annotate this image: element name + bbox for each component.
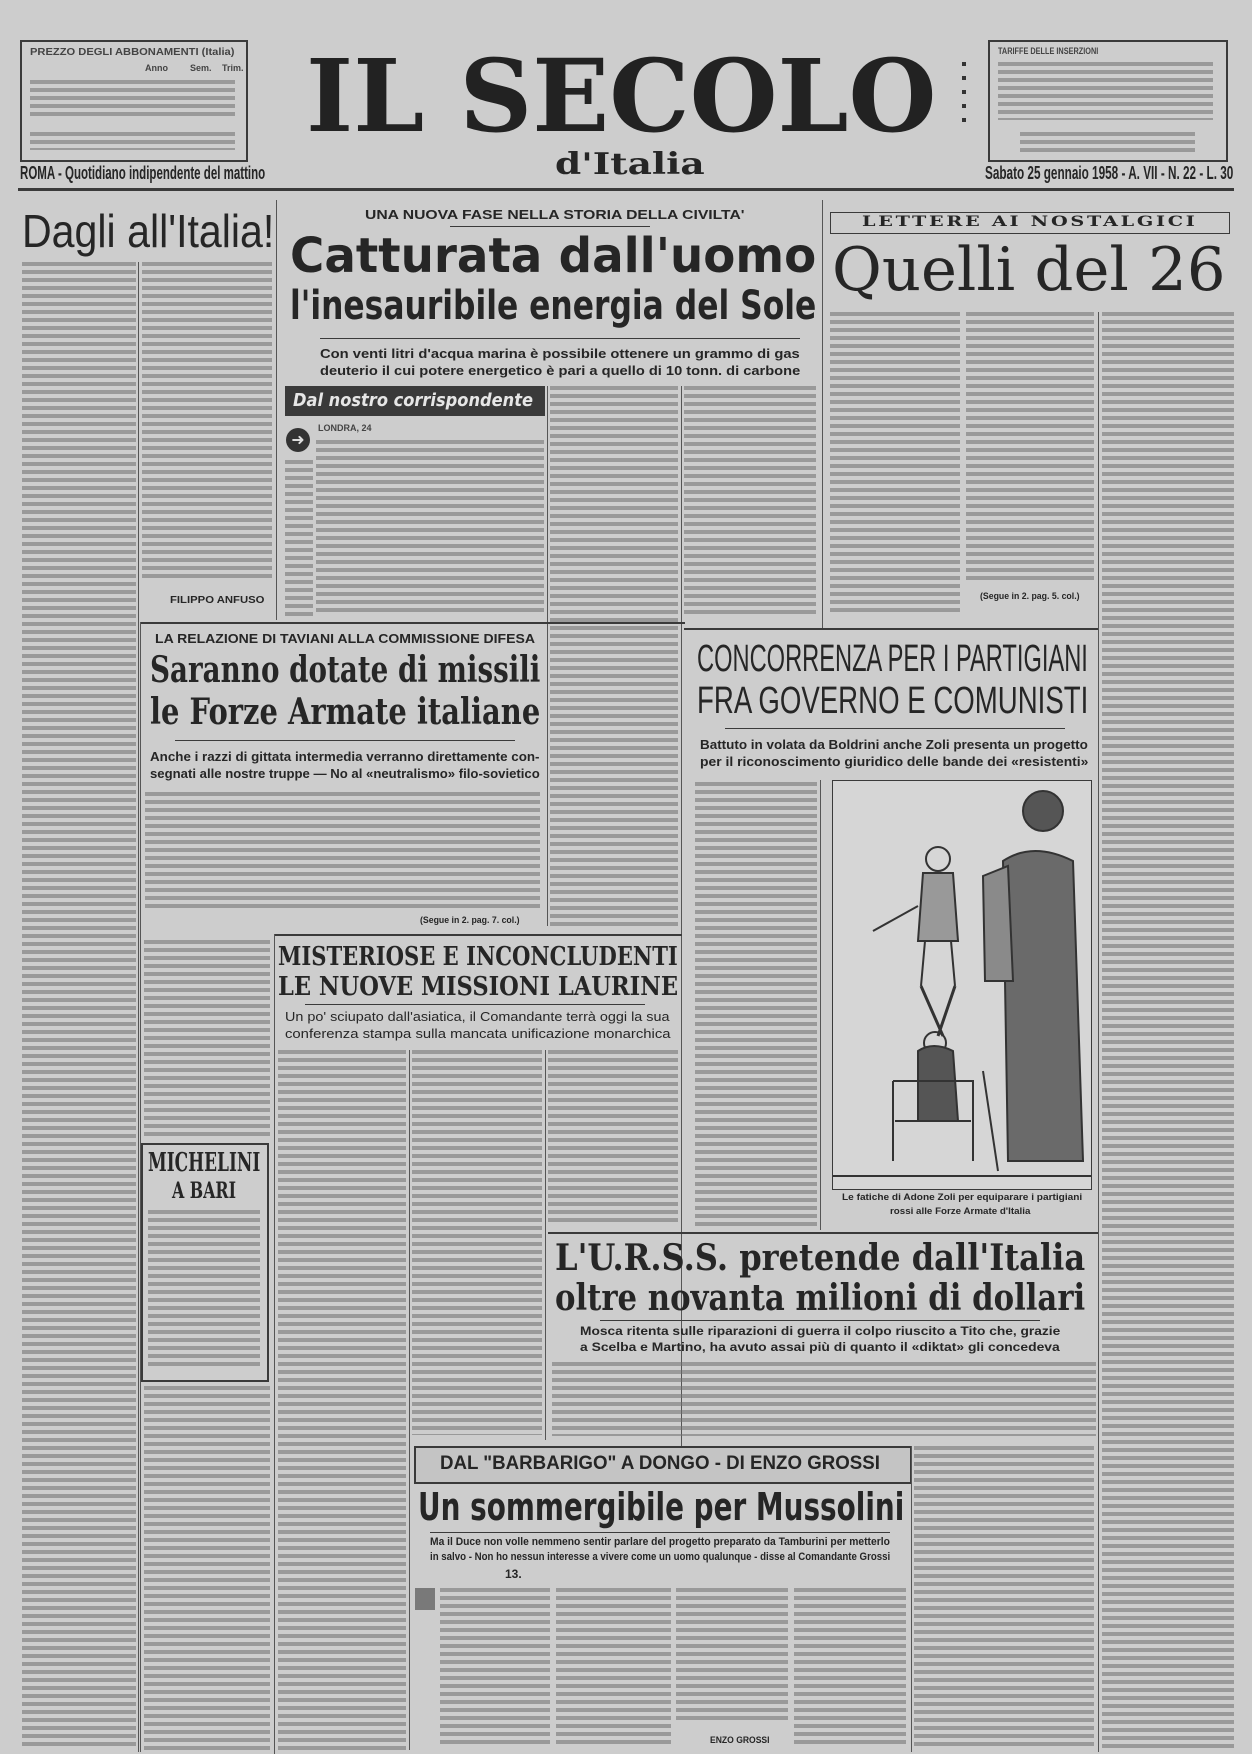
michelini-body [148,1210,260,1370]
section-rule [684,628,1098,630]
ads-note [1020,132,1195,154]
lauro-deck-2: conferenza stampa sulla mancata unificazione monarchica [285,1026,671,1041]
lauro-headline-2: LE NUOVE MISSIONI LAURINE [278,972,679,1002]
missiles-headline-2: le Forze Armate italiane [150,691,541,733]
letters-body [966,312,1094,580]
column-rule [409,1050,410,1750]
lauro-body [278,1050,406,1750]
partisans-headline-2: FRA GOVERNO E COMUNISTI [697,680,1089,722]
cartoon-illustration [832,780,1092,1190]
column-rule [1098,312,1099,1752]
partisans-deck-1: Battuto in volata da Boldrini anche Zoli presenta un progetto [700,737,1088,752]
urss-deck-1: Mosca ritenta sulle riparazioni di guerra il colpo riuscito a Tito che, grazie [580,1324,1061,1338]
editorial-body [142,262,272,582]
partisans-headline-1: CONCORRENZA PER I PARTIGIANI [697,638,1088,680]
lauro-headline-1: MISTERIOSE E INCONCLUDENTI [278,942,678,972]
submarine-body [676,1588,788,1724]
column-rule [822,200,823,630]
column-body [144,940,270,1136]
headline-rule [600,1320,1040,1321]
column-rule [276,200,277,620]
submarine-part-number: 13. [505,1567,522,1581]
submarine-body [440,1588,550,1748]
right-column-body [1102,312,1234,1752]
submarine-byline: ENZO GROSSI [710,1735,770,1745]
sun-kicker: UNA NUOVA FASE NELLA STORIA DELLA CIVILTA' [365,207,745,222]
lauro-body [412,1050,542,1435]
submarine-body [556,1588,671,1748]
urss-body [552,1362,1096,1436]
submarine-body [794,1588,906,1748]
editorial-body [22,262,136,1750]
ads-title: TARIFFE DELLE INSERZIONI [998,46,1099,56]
submarine-deck-1: Ma il Duce non volle nemmeno sentir parlare del progetto preparato da Tamburini per metterlo [430,1536,890,1548]
michelini-headline-2: A BARI [172,1178,236,1204]
column-rule [545,1050,546,1440]
arrow-icon: ➜ [286,428,310,452]
column-body [914,1446,1094,1750]
lauro-deck-1: Un po' sciupato dall'asiatica, il Comandante terrà oggi la sua [285,1009,670,1024]
masthead-dateline: Sabato 25 gennaio 1958 - A. VII - N. 22 - L. 30 [985,163,1234,183]
subscription-address [30,132,235,150]
letters-continued: (Segue in 2. pag. 5. col.) [980,591,1080,601]
headline-rule [430,1532,890,1533]
sun-body [316,440,544,616]
submarine-deck-2: in salvo - Non ho nessun interesse a vivere come un uomo qualunque - disse al Comandante Grossi [430,1551,891,1563]
missiles-body [145,792,540,908]
column-rule [547,386,548,926]
column-rule [820,780,821,1230]
editorial-headline: Dagli all'Italia! [22,205,275,257]
column-body [144,1386,270,1750]
partisans-body [695,782,817,1230]
masthead-subtitle: d'Italia [555,147,705,182]
sun-body [684,386,816,618]
sun-body [550,386,678,926]
subscription-text [30,80,235,120]
headline-rule [320,338,800,339]
partisans-deck-2: per il riconoscimento giuridico delle bande dei «resistenti» [700,754,1089,769]
lauro-body [548,1050,678,1226]
column-rule [911,1446,912,1752]
missiles-headline-1: Saranno dotate di missili [150,649,541,691]
missiles-kicker: LA RELAZIONE DI TAVIANI ALLA COMMISSIONE DIFESA [155,631,535,646]
headline-rule [175,740,515,741]
masthead-rule [18,188,1234,191]
missiles-continued: (Segue in 2. pag. 7. col.) [420,915,520,925]
sun-body [285,460,313,616]
masthead-dots [962,62,966,124]
sun-deck-1: Con venti litri d'acqua marina è possibile ottenere un grammo di gas [320,346,800,361]
submarine-headline: Un sommergibile per Mussolini [418,1485,905,1529]
sun-deck-2: deuterio il cui potere energetico è pari a quello di 10 tonn. di carbone [320,363,801,378]
sun-headline-2: l'inesauribile energia del Sole [290,283,817,329]
letters-kicker: LETTERE AI NOSTALGICI [862,214,1198,230]
subscription-col-sem: Sem. [190,63,212,73]
cartoon-caption-1: Le fatiche di Adone Zoli per equiparare i partigiani [842,1192,1083,1202]
correspondent-label: Dal nostro corrispondente [293,390,533,411]
urss-headline-1: L'U.R.S.S. pretende dall'Italia [555,1237,1086,1279]
subscription-title: PREZZO DEGLI ABBONAMENTI (Italia) [30,47,235,58]
column-rule [274,934,275,1754]
cartoon-caption-2: rossi alle Forze Armate d'Italia [890,1206,1031,1216]
headline-rule [725,728,1065,729]
section-rule [140,622,685,624]
sun-headline-1: Catturata dall'uomo [290,228,817,284]
michelini-headline-1: MICHELINI [148,1148,261,1178]
column-rule [138,262,139,1752]
submarine-kicker: DAL "BARBARIGO" A DONGO - DI ENZO GROSSI [440,1453,880,1474]
subscription-col-trim: Trim. [222,63,244,73]
section-rule [274,934,682,936]
ads-text [998,62,1213,120]
masthead-title: IL SECOLO [306,37,937,155]
drop-cap-block [415,1588,435,1610]
masthead-tagline: ROMA - Quotidiano indipendente del mattino [20,163,266,183]
section-rule [548,1232,1098,1234]
subscription-col-anno: Anno [145,63,168,73]
urss-headline-2: oltre novanta milioni di dollari [555,1277,1086,1319]
missiles-deck-2: segnati alle nostre truppe — No al «neutralismo» filo-sovietico [150,766,540,781]
kicker-rule [450,226,650,227]
missiles-deck-1: Anche i razzi di gittata intermedia verranno direttamente con- [150,749,540,764]
editorial-byline: FILIPPO ANFUSO [170,595,265,606]
sun-dateline: LONDRA, 24 [318,423,372,433]
cartoon-drawing [833,781,1091,1189]
letters-body [830,312,960,612]
headline-rule [305,1004,645,1005]
urss-deck-2: a Scelba e Martino, ha avuto assai più di quanto il «diktat» gli concedeva [580,1340,1060,1354]
letters-headline: Quelli del 26 [832,235,1226,305]
